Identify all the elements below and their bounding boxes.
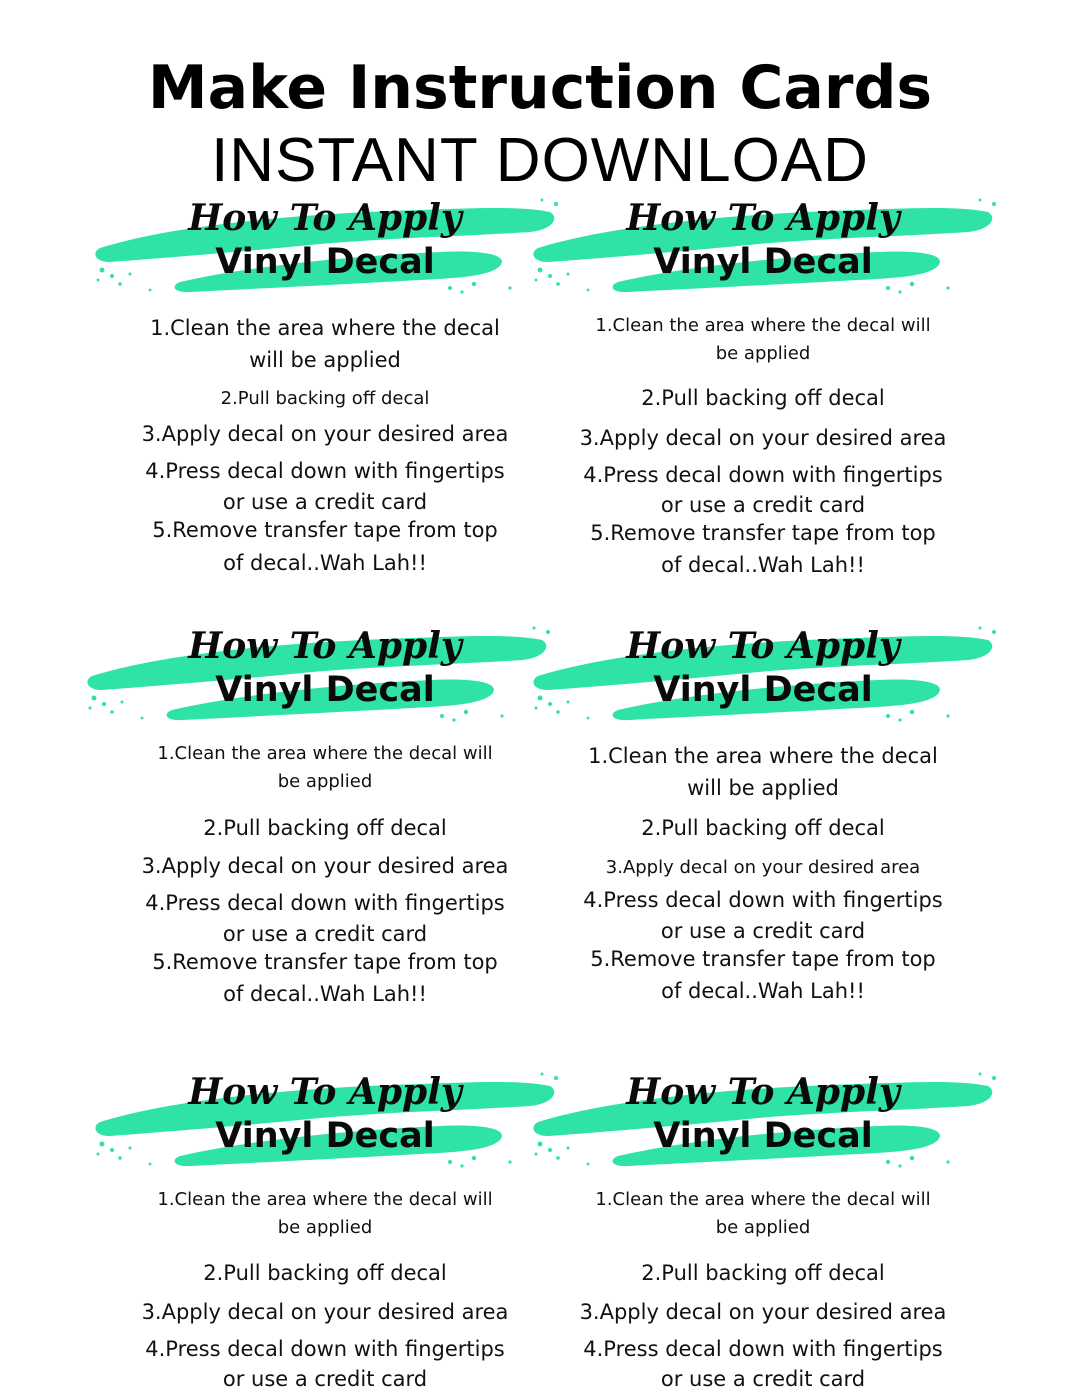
step-1-line2: be applied [715,343,811,364]
step-2: 2.Pull backing off decal [641,816,885,840]
step-4-line2: or use a credit card [660,493,866,517]
step-4-line1: 4.Press decal down with fingertips [583,463,943,487]
step-3: 3.Apply decal on your desired area [141,422,509,446]
step-1-line2: be applied [277,771,373,792]
step-3: 3.Apply decal on your desired area [141,854,509,878]
card-heading-line1: How To Apply [626,197,900,239]
step-5-line2: of decal..Wah Lah!! [223,551,427,575]
card-heading-line2: Vinyl Decal [215,670,435,710]
step-1-line1: 1.Clean the area where the decal will [595,1189,931,1210]
step-1-line1: 1.Clean the area where the decal will [595,315,931,336]
card-heading-line2: Vinyl Decal [215,242,435,282]
page-title: Make Instruction Cards [147,53,933,123]
card-heading-line2: Vinyl Decal [653,242,873,282]
instruction-card-3 [82,624,552,1006]
step-4-line1: 4.Press decal down with fingertips [583,1337,943,1361]
step-1-line1: 1.Clean the area where the decal will [157,1189,493,1210]
step-5-line2: of decal..Wah Lah!! [661,979,865,1003]
step-1-line1: 1.Clean the area where the decal [150,316,500,340]
card-header [528,196,998,306]
step-2: 2.Pull backing off decal [641,386,885,410]
card-heading-line1: How To Apply [626,1071,900,1113]
step-3: 3.Apply decal on your desired area [141,1300,509,1324]
step-4-line2: or use a credit card [660,919,866,943]
instruction-card-4 [528,624,998,1003]
step-1-line2: be applied [277,1217,373,1238]
instruction-card-1 [90,196,560,575]
card-heading-line1: How To Apply [188,625,462,667]
step-2: 2.Pull backing off decal [220,388,430,409]
step-5-line1: 5.Remove transfer tape from top [590,947,936,971]
step-3: 3.Apply decal on your desired area [579,426,947,450]
card-header [528,624,998,734]
card-heading-line1: How To Apply [188,197,462,239]
step-4-line1: 4.Press decal down with fingertips [583,888,943,912]
step-4-line2: or use a credit card [222,1367,428,1391]
step-4-line2: or use a credit card [660,1367,866,1391]
instruction-card-2 [528,196,998,577]
step-1-line1: 1.Clean the area where the decal [588,744,938,768]
step-3: 3.Apply decal on your desired area [605,857,921,878]
card-heading-line2: Vinyl Decal [215,1116,435,1156]
step-1-line2: will be applied [249,348,401,372]
page-subtitle: INSTANT DOWNLOAD [211,126,869,195]
card-heading-line1: How To Apply [626,625,900,667]
step-2: 2.Pull backing off decal [203,1261,447,1285]
step-5-line1: 5.Remove transfer tape from top [152,950,498,974]
step-5-line1: 5.Remove transfer tape from top [152,518,498,542]
step-2: 2.Pull backing off decal [203,816,447,840]
card-header [528,1070,998,1180]
card-heading-line2: Vinyl Decal [653,1116,873,1156]
card-header [90,1070,560,1180]
card-header [90,196,560,306]
step-1-line2: be applied [715,1217,811,1238]
step-4-line2: or use a credit card [222,490,428,514]
step-5-line1: 5.Remove transfer tape from top [590,521,936,545]
step-5-line2: of decal..Wah Lah!! [223,982,427,1006]
step-1-line1: 1.Clean the area where the decal will [157,743,493,764]
step-4-line1: 4.Press decal down with fingertips [145,459,505,483]
step-1-line2: will be applied [687,776,839,800]
instruction-card-5 [90,1070,560,1391]
step-2: 2.Pull backing off decal [641,1261,885,1285]
step-4-line2: or use a credit card [222,922,428,946]
card-heading-line2: Vinyl Decal [653,670,873,710]
step-4-line1: 4.Press decal down with fingertips [145,1337,505,1361]
card-header [82,624,552,734]
step-4-line1: 4.Press decal down with fingertips [145,891,505,915]
instruction-card-6 [528,1070,998,1391]
step-3: 3.Apply decal on your desired area [579,1300,947,1324]
step-5-line2: of decal..Wah Lah!! [661,553,865,577]
card-heading-line1: How To Apply [188,1071,462,1113]
